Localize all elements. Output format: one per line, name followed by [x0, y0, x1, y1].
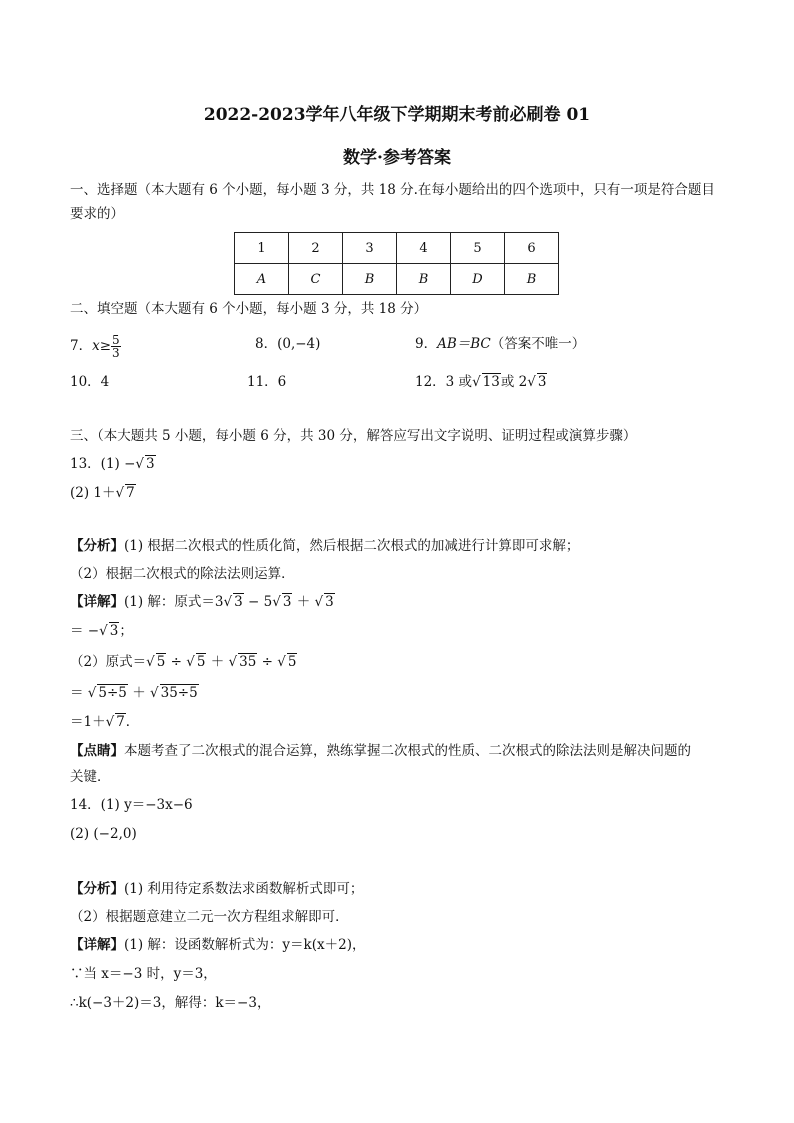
analysis-q14-2: （2）根据题意建立二元一次方程组求解即可． — [70, 909, 349, 925]
section3-heading: 三、（本大题共 5 小题，每小题 6 分，共 30 分，解答应写出文字说明、证明过程或演算步骤） — [70, 428, 637, 444]
answer-q13-1: 13．(1) −√ 3 — [70, 456, 156, 472]
section1-heading: 一、选择题（本大题有 6 个小题，每小题 3 分，共 18 分.在每小题给出的四个选项中，只有一项是符合题目 — [70, 182, 715, 198]
answer-letter: B — [397, 264, 451, 295]
answer-letter: C — [289, 264, 343, 295]
answer-q12 — [415, 374, 547, 390]
detail-tag: 【详解】 — [70, 594, 124, 610]
answer-letter: A — [235, 264, 289, 295]
answer-number: 2 — [289, 233, 343, 264]
page-title: 2022-2023学年八年级下学期期末考前必刷卷 01 — [203, 105, 591, 125]
detail-q13-2: ＝ −√ 3； — [70, 623, 133, 639]
page-subtitle: 数学·参考答案 — [343, 148, 451, 168]
answer-number: 5 — [451, 233, 505, 264]
q7-label: 7． — [70, 338, 93, 354]
answer-q9 — [415, 336, 585, 352]
comment-q13: 【点睛】本题考查了二次根式的混合运算，熟练掌握二次根式的性质、二次根式的除法法则是解决问题的 — [70, 743, 691, 759]
answer-q8: 8．(0,−4) — [255, 336, 321, 352]
q7-fraction — [111, 334, 121, 359]
q12-root1: 13 — [482, 374, 500, 390]
answer-letter: B — [505, 264, 559, 295]
answer-q14-1: 14．(1) y＝−3x−6 — [70, 797, 193, 813]
answer-number: 3 — [343, 233, 397, 264]
answer-letter: B — [343, 264, 397, 295]
section2-heading: 二、填空题（本大题有 6 个小题，每小题 3 分，共 18 分） — [70, 301, 428, 317]
analysis-q13-2: （2）根据二次根式的除法法则运算． — [70, 566, 295, 582]
analysis-q14-1: 【分析】(1) 利用待定系数法求函数解析式即可； — [70, 881, 364, 897]
answer-table-numbers — [235, 233, 559, 264]
detail-q13-4: ＝ √ 5÷5 ＋ √ 35÷5 — [70, 685, 199, 701]
q12-root2: 3 — [537, 374, 547, 390]
detail-q13-5: ＝1＋√ 7． — [70, 714, 139, 730]
answer-table — [234, 232, 559, 295]
q12-mid: 或 2 — [500, 374, 528, 390]
answer-q11: 11．6 — [247, 374, 287, 390]
comment-q13-cont: 关键． — [70, 769, 111, 785]
answer-q7 — [70, 334, 121, 359]
answer-table-letters — [235, 264, 559, 295]
answer-letter: D — [451, 264, 505, 295]
q9-label: 9． — [415, 336, 438, 352]
q12-label: 12．3 或 — [415, 374, 473, 390]
detail-q14-1: 【详解】(1) 解：设函数解析式为：y＝k(x＋2)， — [70, 937, 366, 953]
detail-q13-3: （2）原式＝√ 5 ÷ √ 5 ＋ √ 35 ÷ √ 5 — [70, 654, 297, 670]
comment-tag: 【点睛】 — [70, 743, 124, 759]
detail-q13-1: 【详解】(1) 解：原式＝3√ 3 − 5√ 3 ＋ √ 3 — [70, 594, 335, 610]
answer-q13-2: (2) 1＋√ 7 — [70, 485, 136, 501]
answer-number: 1 — [235, 233, 289, 264]
q7-var: x≥ — [92, 338, 112, 354]
q7-denominator: 3 — [112, 346, 120, 360]
answer-number: 4 — [397, 233, 451, 264]
q9-note: （答案不唯一） — [490, 336, 586, 352]
q9-expr: AB＝BC — [437, 336, 491, 352]
detail-q14-3: ∴k(−3＋2)＝3，解得：k＝−3， — [70, 995, 271, 1011]
detail-q14-2: ∵当 x＝−3 时，y＝3， — [70, 966, 217, 982]
answer-q14-2: (2) (−2,0) — [70, 826, 137, 842]
analysis-q13-1: 【分析】(1) 根据二次根式的性质化简，然后根据二次根式的加减进行计算即可求解； — [70, 538, 580, 554]
answer-q10: 10．4 — [70, 374, 110, 390]
section1-heading-cont: 要求的） — [70, 206, 124, 222]
analysis-tag: 【分析】 — [70, 538, 124, 554]
q7-numerator: 5 — [112, 333, 120, 347]
answer-number: 6 — [505, 233, 559, 264]
